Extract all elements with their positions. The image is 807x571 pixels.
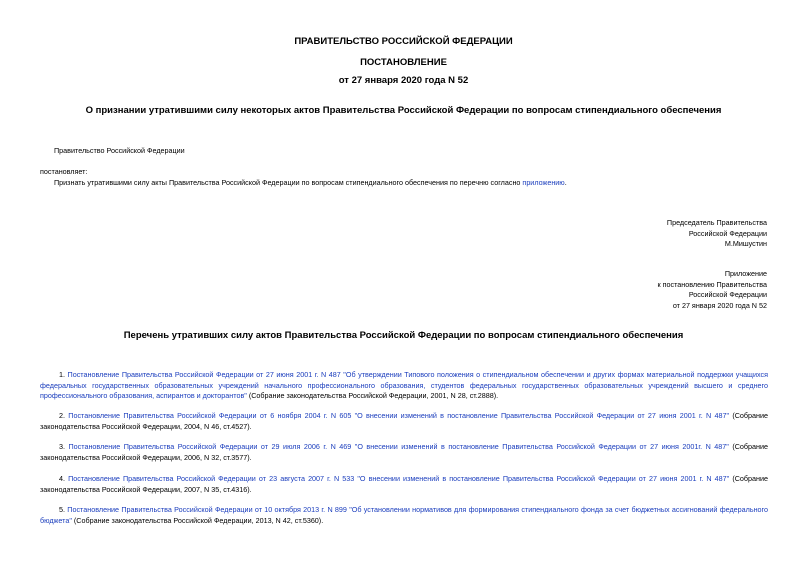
document-type-heading: ПОСТАНОВЛЕНИЕ xyxy=(360,57,447,68)
act-link[interactable]: Постановление Правительства Российской Федерации от 27 июня 2001 г. N 487 "Об утверждении Типового положения о стипендиальном обеспечении и других формах материальной поддержки учащихся федеральных государственных образовательных учреждений начального профессионального образования, студентов федеральных государственных образовательных учреждений высшего и среднего профессионального образования, аспирантов и докторантов" xyxy=(40,370,768,400)
list-item-number: 2. xyxy=(59,411,65,420)
appendix-ref: к постановлению Правительства xyxy=(657,279,767,289)
signature-org: Российской Федерации xyxy=(688,228,767,238)
list-item-number: 3. xyxy=(59,442,65,451)
list-item xyxy=(40,505,768,526)
list-item-number: 5. xyxy=(59,505,65,514)
signature-name: М.Мишустин xyxy=(724,239,767,248)
appendix-date: от 27 января 2020 года N 52 xyxy=(672,300,767,310)
act-link[interactable]: Постановление Правительства Российской Федерации от 6 ноября 2004 г. N 605 "О внесении изменений в постановление Правительства Российской Федерации от 27 июня 2001 г. N 487" xyxy=(68,411,730,420)
decision-text: Признать утратившими силу акты Правительства Российской Федерации по вопросам стипендиального обеспечения по перечню согласно xyxy=(54,178,521,187)
decision-end: . xyxy=(564,178,567,187)
appendix-label: Приложение xyxy=(724,269,767,278)
list-item-source: (Собрание законодательства Российской Федерации, 2004, N 46, ст.4527). xyxy=(40,411,768,431)
act-link[interactable]: Постановление Правительства Российской Федерации от 23 августа 2007 г. N 533 "О внесении изменений в постановление Правительства Российской Федерации от 27 июня 2001 г. N 487" xyxy=(68,474,730,483)
decides-text: постановляет: xyxy=(40,167,88,176)
list-item xyxy=(40,442,768,463)
signature-block xyxy=(667,218,767,250)
list-item-source: (Собрание законодательства Российской Федерации, 2001, N 28, ст.2888). xyxy=(246,391,499,400)
list-item xyxy=(40,370,768,402)
act-link[interactable]: Постановление Правительства Российской Федерации от 29 июля 2006 г. N 469 "О внесении изменений в постановление Правительства Российской Федерации от 27 июня 2001г. N 487" xyxy=(68,442,729,451)
appendix-title: Перечень утративших силу актов Правительства Российской Федерации по вопросам стипендиального обеспечения xyxy=(123,330,684,341)
document-date-number: от 27 января 2020 года N 52 xyxy=(338,75,469,86)
act-link[interactable]: Постановление Правительства Российской Федерации от 10 октября 2013 г. N 899 "Об установлении нормативов для формирования стипендиального фонда за счет бюджетных ассигнований федерального бюджета" xyxy=(40,505,768,525)
list-item-source: (Собрание законодательства Российской Федерации, 2007, N 35, ст.4316). xyxy=(40,474,769,494)
decision-paragraph xyxy=(54,178,567,188)
document-title: О признании утратившими силу некоторых актов Правительства Российской Федерации по вопросам стипендиального обеспечения xyxy=(85,105,722,116)
government-heading: ПРАВИТЕЛЬСТВО РОССИЙСКОЙ ФЕДЕРАЦИИ xyxy=(294,36,513,47)
preamble-text: Правительство Российской Федерации xyxy=(54,146,185,155)
list-item xyxy=(40,474,768,495)
list-item-number: 1. xyxy=(59,370,65,379)
list-item-source: (Собрание законодательства Российской Федерации, 2013, N 42, ст.5360). xyxy=(71,515,324,525)
list-item xyxy=(40,411,768,432)
list-item-source: (Собрание законодательства Российской Федерации, 2006, N 32, ст.3577). xyxy=(40,442,769,462)
appendix-link[interactable]: приложению xyxy=(522,178,565,187)
list-item-number: 4. xyxy=(59,474,65,483)
appendix-header xyxy=(657,269,767,311)
signature-title: Председатель Правительства xyxy=(666,218,767,227)
appendix-org: Российской Федерации xyxy=(688,290,767,299)
